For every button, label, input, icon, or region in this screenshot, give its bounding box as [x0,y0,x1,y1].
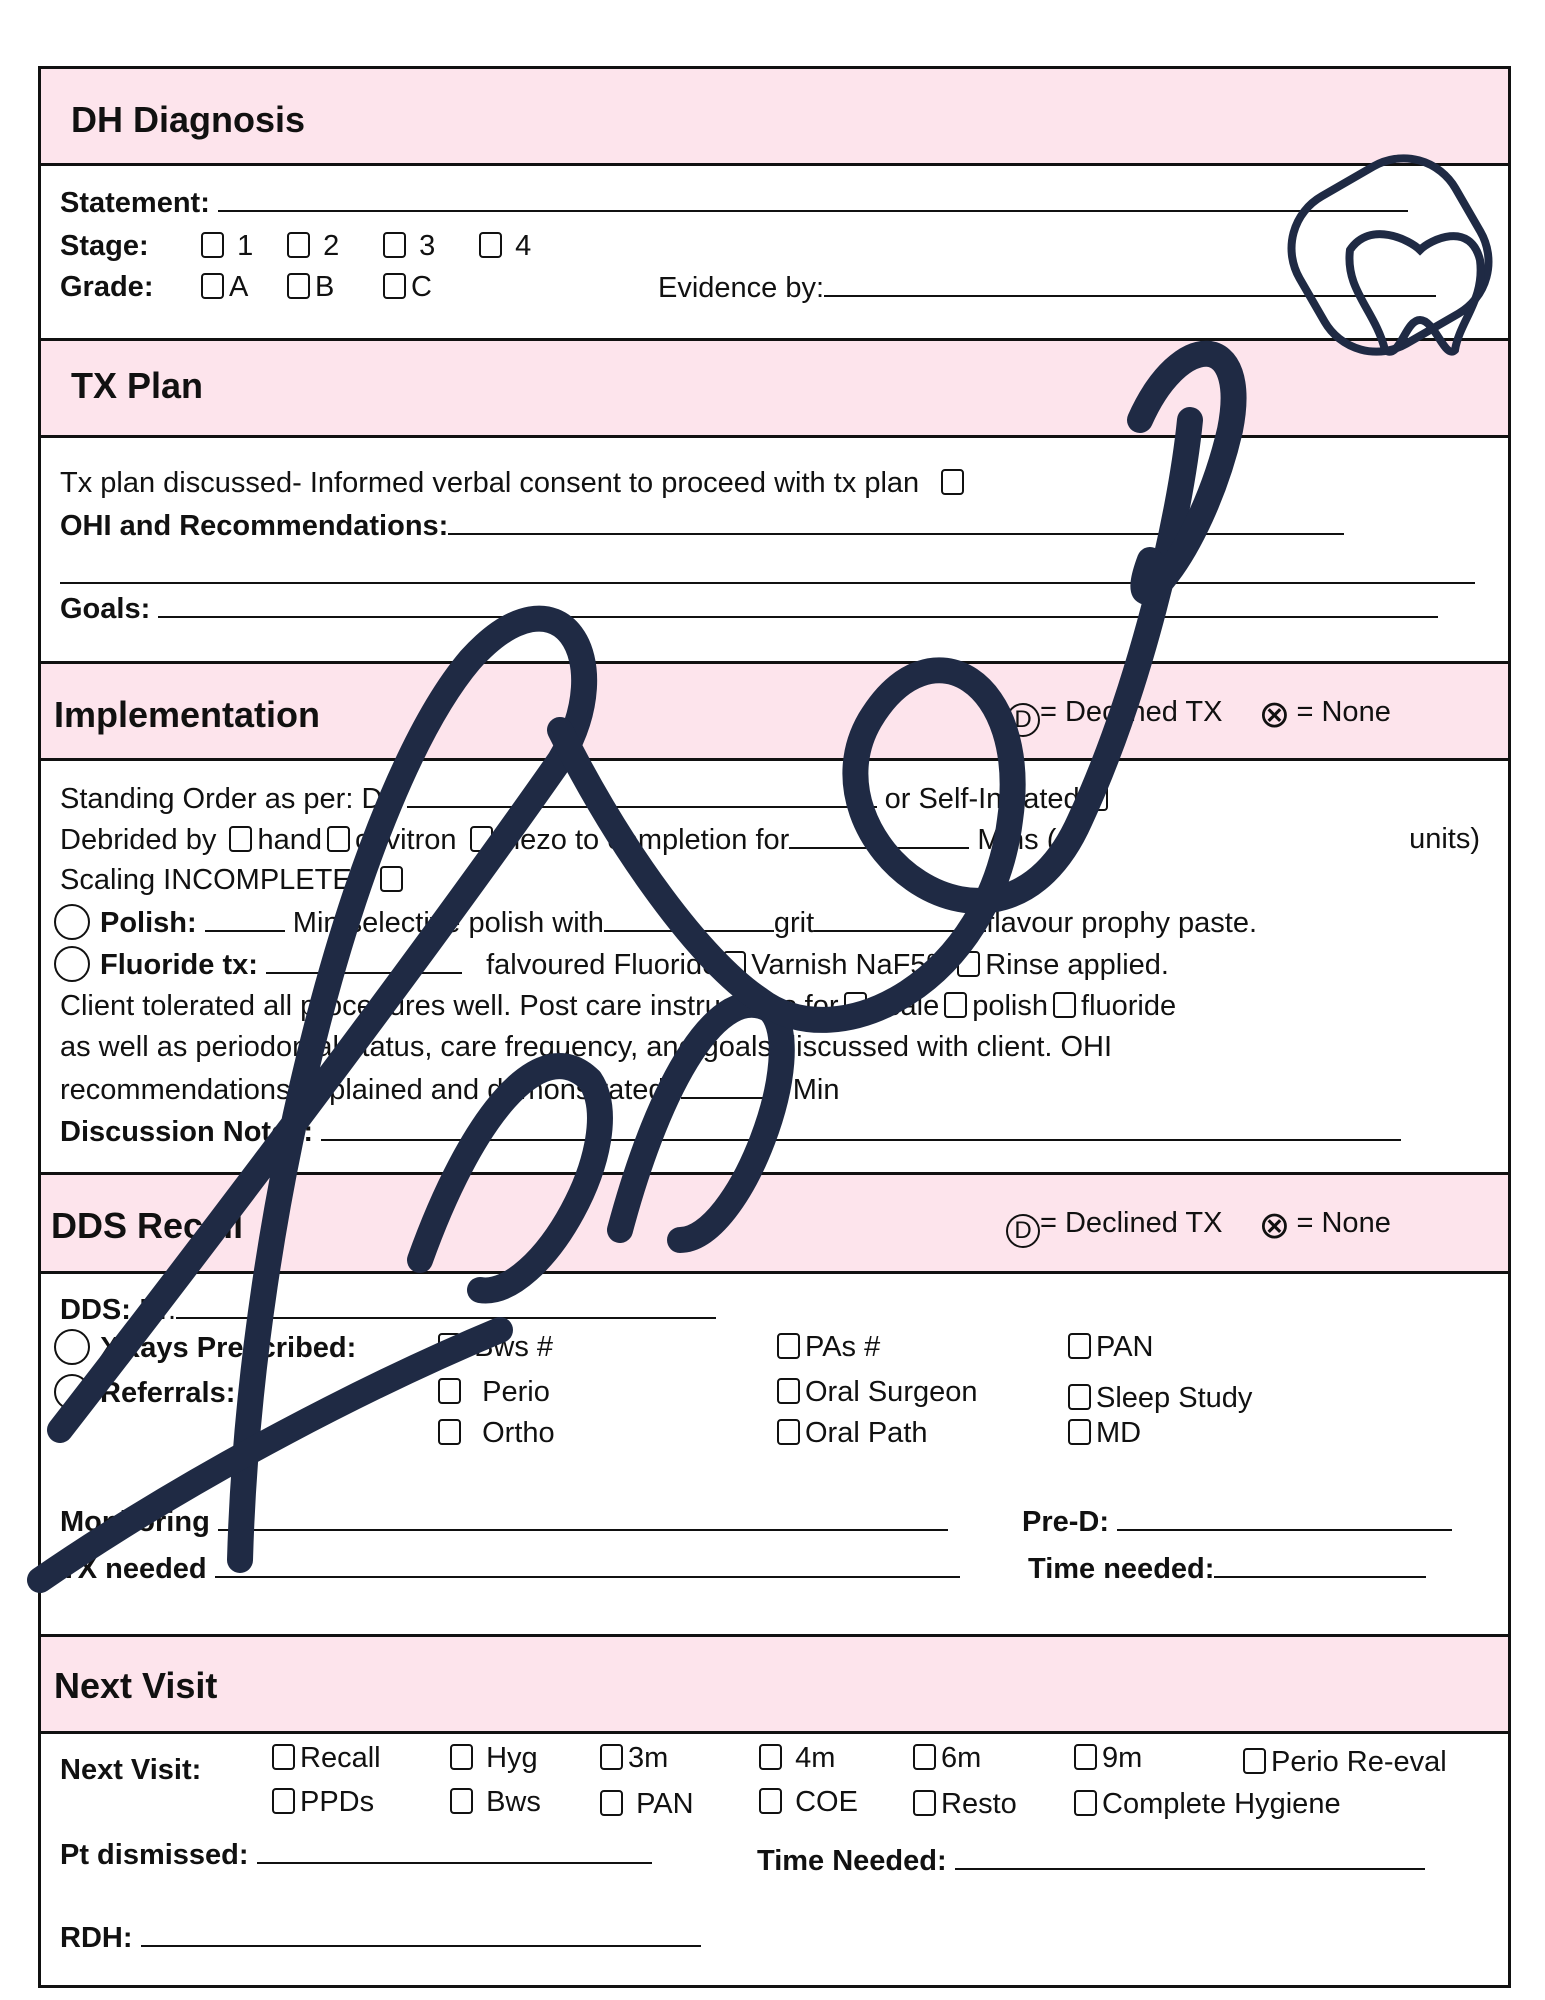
legend [1006,1205,1391,1248]
nv-bws[interactable] [445,1784,541,1820]
option-label: Recall [300,1742,381,1774]
fluoride-text: falvoured Fluoride [486,949,719,981]
polish-grit-field[interactable] [604,904,774,932]
piezo-label: piezo to completion for [497,824,790,856]
grit-label: grit [773,907,815,939]
ohi-min-field[interactable] [681,1071,785,1099]
option-label: Hyg [486,1742,538,1774]
option-label: PAN [1096,1331,1154,1363]
statement-row [60,184,1408,221]
checkbox[interactable] [759,1788,782,1814]
nv-time-needed-field[interactable] [955,1842,1425,1870]
declined-icon: D [1006,703,1040,737]
checkbox[interactable] [1074,1744,1097,1770]
option-label: Bws [486,1786,541,1818]
grade-value: A [229,271,249,303]
grade-label: Grade: [60,271,154,303]
diagnosis-header [41,66,1508,166]
goals-row [60,590,1438,627]
checkbox[interactable] [438,1419,461,1445]
polish-row [54,904,1257,941]
declined-legend: = Declined TX [1040,1207,1223,1239]
nv-complete-hygiene[interactable] [1069,1786,1341,1822]
ohi-field[interactable] [448,507,1344,535]
grade-value: C [411,271,432,303]
nv-3m[interactable] [595,1740,668,1776]
grade-option-c[interactable] [378,269,432,305]
implementation-title: Implementation [54,694,321,735]
none-legend: = None [1296,1207,1391,1239]
stage-option-4[interactable] [474,228,531,264]
statement-field[interactable] [218,184,1408,212]
nv-4m[interactable] [754,1740,835,1776]
referral-perio[interactable] [433,1374,550,1410]
checkbox[interactable] [600,1744,623,1770]
standing-order-row [60,780,1113,817]
consent-checkbox[interactable] [941,469,964,495]
scale-checkbox[interactable] [844,992,867,1018]
tx-plan-header [41,338,1508,438]
discussion-label: Discussion Notes: [60,1116,313,1148]
referral-sleep-study[interactable] [1063,1380,1252,1416]
xrays-label: XRays Prescribed: [100,1332,357,1364]
dds-label: DDS: [60,1294,131,1326]
polish-text: Min selective polish with [292,907,604,939]
option-label: PAN [636,1788,694,1820]
scaling-row [60,862,408,898]
option-label: PPDs [300,1786,375,1818]
discussion-row [60,1113,1401,1150]
polish-radio[interactable] [54,904,90,940]
dds-recall-header [41,1172,1508,1274]
checkbox[interactable] [913,1790,936,1816]
monitoring-field[interactable] [218,1503,948,1531]
nv-6m[interactable] [908,1740,981,1776]
fluoride-field[interactable] [266,946,462,974]
dr-label: Dr. [138,1294,177,1326]
referral-md[interactable] [1063,1415,1141,1451]
min-label: Min [792,1074,840,1106]
checkbox[interactable] [438,1333,461,1359]
nv-recall[interactable] [267,1740,381,1776]
stage-row [60,228,532,264]
time-needed-label: Time needed: [1028,1553,1215,1585]
pred-label: Pre-D: [1022,1506,1110,1538]
referrals-row [54,1374,235,1411]
standing-order-dr-field[interactable] [407,780,877,808]
legend [1006,694,1391,737]
checkbox[interactable] [777,1333,800,1359]
grade-checkbox[interactable] [287,273,310,299]
post-care-row [60,988,1176,1024]
tx-needed-row [60,1550,960,1587]
time-needed-row [1028,1550,1426,1587]
cavitron-label: cavitron [354,824,457,856]
monitoring-row [60,1503,948,1540]
option-label: Sleep Study [1096,1382,1253,1414]
option-label: PAs # [805,1331,881,1363]
goals-field[interactable] [158,590,1438,618]
stage-option-3[interactable] [378,228,435,264]
ohi-field-line-2[interactable] [60,582,1475,584]
discussion-field[interactable] [321,1113,1401,1141]
option-label: 9m [1102,1742,1143,1774]
debrided-row [60,821,1480,858]
referrals-radio[interactable] [54,1374,90,1410]
nv-hyg[interactable] [445,1740,538,1776]
pt-dismissed-row [60,1836,652,1873]
scale-label: scale [871,990,940,1022]
nv-pan[interactable] [595,1786,694,1822]
declined-icon: D [1006,1214,1040,1248]
grade-row [60,269,432,305]
none-legend: = None [1296,696,1391,728]
units-label: units) [1409,823,1480,855]
xrays-radio[interactable] [54,1329,90,1365]
xray-bws[interactable] [433,1329,553,1365]
pt-dismissed-label: Pt dismissed: [60,1839,249,1871]
nv-resto[interactable] [908,1786,1017,1822]
monitoring-label: Monitoring [60,1506,210,1538]
scaling-incomplete-label: Scaling INCOMPLETE [60,864,352,896]
checkbox[interactable] [450,1788,473,1814]
consent-text: Tx plan discussed- Informed verbal consent to proceed with tx plan [60,467,920,499]
option-label: Oral Path [805,1417,928,1449]
grade-option-b[interactable] [282,269,334,305]
nv-ppds[interactable] [267,1784,374,1820]
fluoride-checkbox[interactable] [1053,992,1076,1018]
checkbox[interactable] [777,1419,800,1445]
option-label: Ortho [482,1417,555,1449]
next-visit-header [41,1634,1508,1734]
nv-coe[interactable] [754,1784,858,1820]
rdh-row [60,1919,701,1956]
checkbox[interactable] [1068,1333,1091,1359]
implementation-header [41,661,1508,761]
xray-pas[interactable] [772,1329,880,1365]
none-icon: ⊗ [1258,1205,1291,1247]
checkbox[interactable] [272,1788,295,1814]
xray-pan[interactable] [1063,1329,1153,1365]
stage-option-2[interactable] [282,228,339,264]
dds-recall-title: DDS Recall [51,1205,244,1246]
stage-option-1[interactable] [196,228,253,264]
stage-value: 2 [323,230,340,262]
scaling-incomplete-checkbox[interactable] [380,866,403,892]
evidence-row [658,269,1436,306]
option-label: Bws # [474,1331,554,1363]
option-label: Perio [482,1376,550,1408]
option-label: MD [1096,1417,1142,1449]
tx-needed-label: TX needed [60,1553,207,1585]
goals-label: Goals: [60,593,151,625]
post-care-text: Client tolerated all procedures well. Post care instructions for [60,990,839,1022]
tx-needed-field[interactable] [215,1550,960,1578]
fluoride-pc-label: fluoride [1081,990,1177,1022]
diagnosis-title: DH Diagnosis [71,99,306,140]
piezo-checkbox[interactable] [470,826,493,852]
next-visit-title: Next Visit [54,1665,218,1706]
option-label: 3m [628,1742,669,1774]
nv-9m[interactable] [1069,1740,1142,1776]
rinse-checkbox[interactable] [957,951,980,977]
nv-time-needed-label: Time Needed: [757,1845,947,1877]
pt-dismissed-field[interactable] [257,1836,652,1864]
next-visit-label: Next Visit: [60,1754,202,1786]
grade-value: B [315,271,335,303]
polish-pc-label: polish [972,990,1049,1022]
statement-label: Statement: [60,187,210,219]
polish-checkbox[interactable] [944,992,967,1018]
checkbox[interactable] [1243,1748,1266,1774]
evidence-field[interactable] [824,269,1436,297]
option-label: Oral Surgeon [805,1376,978,1408]
stage-value: 4 [515,230,532,262]
rinse-label: Rinse applied. [985,949,1169,981]
tx-plan-title: TX Plan [71,365,204,406]
stage-checkbox[interactable] [383,232,406,258]
rdh-field[interactable] [141,1919,701,1947]
self-initiated-label: or Self-Initiated [884,783,1080,815]
debride-mins-field[interactable] [789,821,969,849]
stage-checkbox[interactable] [479,232,502,258]
checkbox[interactable] [1074,1790,1097,1816]
polish-flavour-field[interactable] [814,904,986,932]
nv-time-needed-row [757,1842,1425,1879]
pred-row [1022,1503,1452,1540]
checkbox[interactable] [600,1790,623,1816]
option-label: Resto [941,1788,1017,1820]
referral-oral-surgeon[interactable] [772,1374,978,1410]
referrals-label: Referrals: [100,1377,236,1409]
grade-checkbox[interactable] [383,273,406,299]
none-icon: ⊗ [1258,694,1291,736]
hand-label: hand [257,824,322,856]
checkbox[interactable] [1068,1419,1091,1445]
ohi-demo-text: recommendations explained and demonstrated. [60,1074,673,1106]
rdh-label: RDH: [60,1922,133,1954]
self-initiated-checkbox[interactable] [1085,785,1108,811]
fluoride-row [54,946,1169,983]
checkbox[interactable] [759,1744,782,1770]
dds-field[interactable] [176,1291,716,1319]
checkbox[interactable] [777,1378,800,1404]
grade-option-a[interactable] [196,269,248,305]
option-label: Complete Hygiene [1102,1788,1341,1820]
polish-min-field[interactable] [205,904,285,932]
mins-label: Mins ( [977,824,1057,856]
option-label: COE [795,1786,858,1818]
checkbox[interactable] [450,1744,473,1770]
checkbox[interactable] [1068,1384,1091,1410]
stage-checkbox[interactable] [287,232,310,258]
stage-checkbox[interactable] [201,232,224,258]
referral-ortho[interactable] [433,1415,555,1451]
ohi-row [60,507,1344,544]
polish-label: Polish: [100,907,197,939]
checkbox[interactable] [913,1744,936,1770]
standing-order-label: Standing Order as per: Dr. [60,783,399,815]
option-label: 4m [795,1742,836,1774]
hand-checkbox[interactable] [229,826,252,852]
pred-field[interactable] [1117,1503,1452,1531]
grade-checkbox[interactable] [201,273,224,299]
debrided-label: Debrided by [60,824,217,856]
ohi-label: OHI and Recommendations: [60,510,449,542]
periodontal-text: as well as periodontal status, care frequency, and goals discussed with client. OHI [60,1031,1113,1063]
cavitron-checkbox[interactable] [327,826,350,852]
stage-value: 1 [237,230,254,262]
fluoride-radio[interactable] [54,946,90,982]
stage-label: Stage: [60,230,149,262]
stage-value: 3 [419,230,436,262]
consent-row [60,465,969,501]
fluoride-label: Fluoride tx: [100,949,258,981]
varnish-label: Varnish NaF5% [751,949,953,981]
varnish-checkbox[interactable] [723,951,746,977]
checkbox[interactable] [272,1744,295,1770]
referral-oral-path[interactable] [772,1415,928,1451]
time-needed-field[interactable] [1214,1550,1426,1578]
checkbox[interactable] [438,1378,461,1404]
option-label: Perio Re-eval [1271,1746,1447,1778]
nv-perio-reeval[interactable] [1238,1744,1447,1780]
ohi-demo-row [60,1071,839,1108]
declined-legend: = Declined TX [1040,696,1223,728]
xrays-row [54,1329,356,1366]
dds-row [60,1291,716,1328]
prophy-paste-text: flavour prophy paste. [986,907,1257,939]
evidence-label: Evidence by: [658,272,825,304]
option-label: 6m [941,1742,982,1774]
